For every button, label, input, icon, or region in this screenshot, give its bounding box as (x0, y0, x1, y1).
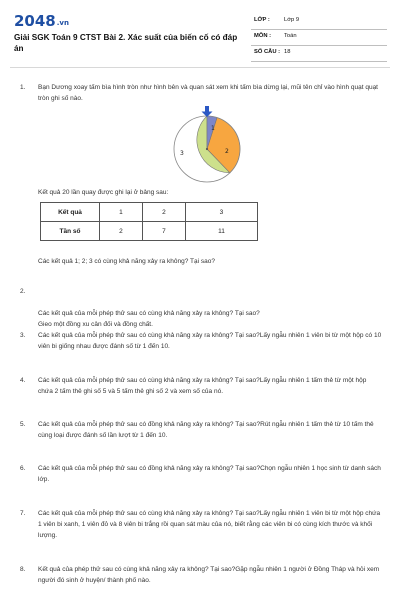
logo-domain: .vn (56, 19, 69, 27)
question-text: Các kết quả của mỗi phép thử sau có cùng khả năng xảy ra không? Tại sao? Gieo một đồng xu cân đối và đồng chất. (38, 310, 260, 328)
meta-table (251, 14, 387, 62)
question-number: 1. (20, 84, 26, 91)
meta-label: SỐ CÂU : (254, 49, 281, 55)
results-table (40, 202, 258, 241)
sector-label-3: 3 (180, 150, 184, 157)
question-1 (20, 82, 382, 104)
spinner-figure (169, 103, 245, 187)
logo-number: 2048 (14, 12, 56, 30)
table-cell: 7 (142, 222, 185, 241)
question-number: 7. (20, 510, 26, 517)
table-cell: 3 (185, 203, 257, 222)
spinner-center (206, 148, 208, 150)
question-7 (20, 508, 382, 541)
table-caption: Kết quả 20 lần quay được ghi lại ở bảng sau: (38, 189, 169, 196)
question-1-followup: Các kết quả 1; 2; 3 có cùng khả năng xảy ra không? Tại sao? (38, 258, 215, 265)
question-text: Các kết quả của mỗi phép thử sau có cùng khả năng xảy ra không? Tại sao?Lấy ngẫu nhiên 1 viên bi từ một hộp chứa 1 viên bi xanh, 1 viên đỏ và 8 viên bi trắng rồi quan sát màu của nó, biết rằng các viên bi có cùng kích thước và khối lượng. (38, 510, 381, 539)
meta-value: Lớp 9 (284, 17, 300, 23)
question-text: Kết quả của phép thử sau có cùng khả năng xảy ra không? Tại sao?Gặp ngẫu nhiên 1 người ở Đồng Tháp và hỏi xem người đó sinh ở huyện/ thành phố nào. (38, 566, 380, 584)
question-number: 3. (20, 332, 26, 339)
question-text: Các kết quả của mỗi phép thử sau có cùng khả năng xảy ra không? Tại sao?Lấy ngẫu nhiên 1 viên bi từ một hộp có 10 viên bi giống nhau được đánh số từ 1 đến 10. (38, 332, 382, 350)
question-text: Bạn Dương xoay tấm bìa hình tròn như hình bên và quan sát xem khi tấm bìa dừng lại, mũi tên chỉ vào hình quạt quạt tròn ghi số nào. (38, 84, 378, 102)
header-divider (10, 67, 390, 68)
question-text: Các kết quả của mỗi phép thử sau có cùng khả năng xảy ra không? Tại sao?Lấy ngẫu nhiên 1 tấm thẻ từ một hộp chứa 2 tấm thẻ ghi số 5 và 5 tấm thẻ ghi số 2 và xem số của nó. (38, 377, 367, 395)
question-6 (20, 463, 382, 485)
pointer-arrow-icon (202, 106, 213, 117)
table-row (41, 222, 258, 241)
question-number: 2. (20, 288, 26, 295)
meta-row-grade (251, 14, 387, 30)
question-number: 8. (20, 566, 26, 573)
table-header-cell: Tần số (41, 222, 100, 241)
table-header-cell: Kết quả (41, 203, 100, 222)
site-logo[interactable] (14, 12, 69, 30)
table-cell: 11 (185, 222, 257, 241)
question-8 (20, 564, 382, 586)
meta-row-count (251, 46, 387, 62)
meta-value: Toán (284, 33, 297, 39)
sector-label-1: 1 (211, 125, 215, 132)
question-text: Các kết quả của mỗi phép thử sau có đồng khả năng xảy ra không? Tại sao?Chọn ngẫu nhiên 1 học sinh từ danh sách lớp. (38, 465, 381, 483)
spinner-svg (169, 103, 245, 187)
document-title: Giải SGK Toán 9 CTST Bài 2. Xác suất của biến cố có đáp án (14, 33, 238, 53)
question-text: Các kết quả của mỗi phép thử sau có đồng khả năng xảy ra không? Tại sao?Rút ngẫu nhiên 1 tấm thẻ từ 10 tấm thẻ cùng loại được đánh số lần lượt từ 1 đến 10. (38, 421, 374, 439)
meta-label: LỚP : (254, 17, 270, 23)
meta-value: 18 (284, 49, 291, 55)
sector-label-2: 2 (225, 148, 229, 155)
meta-row-subject (251, 30, 387, 46)
question-4 (20, 375, 382, 397)
question-5 (20, 419, 382, 441)
meta-label: MÔN : (254, 33, 272, 39)
question-number: 4. (20, 377, 26, 384)
question-3 (20, 330, 382, 352)
table-cell: 1 (100, 203, 143, 222)
question-number: 5. (20, 421, 26, 428)
table-cell: 2 (100, 222, 143, 241)
table-cell: 2 (142, 203, 185, 222)
question-number: 6. (20, 465, 26, 472)
table-row (41, 203, 258, 222)
